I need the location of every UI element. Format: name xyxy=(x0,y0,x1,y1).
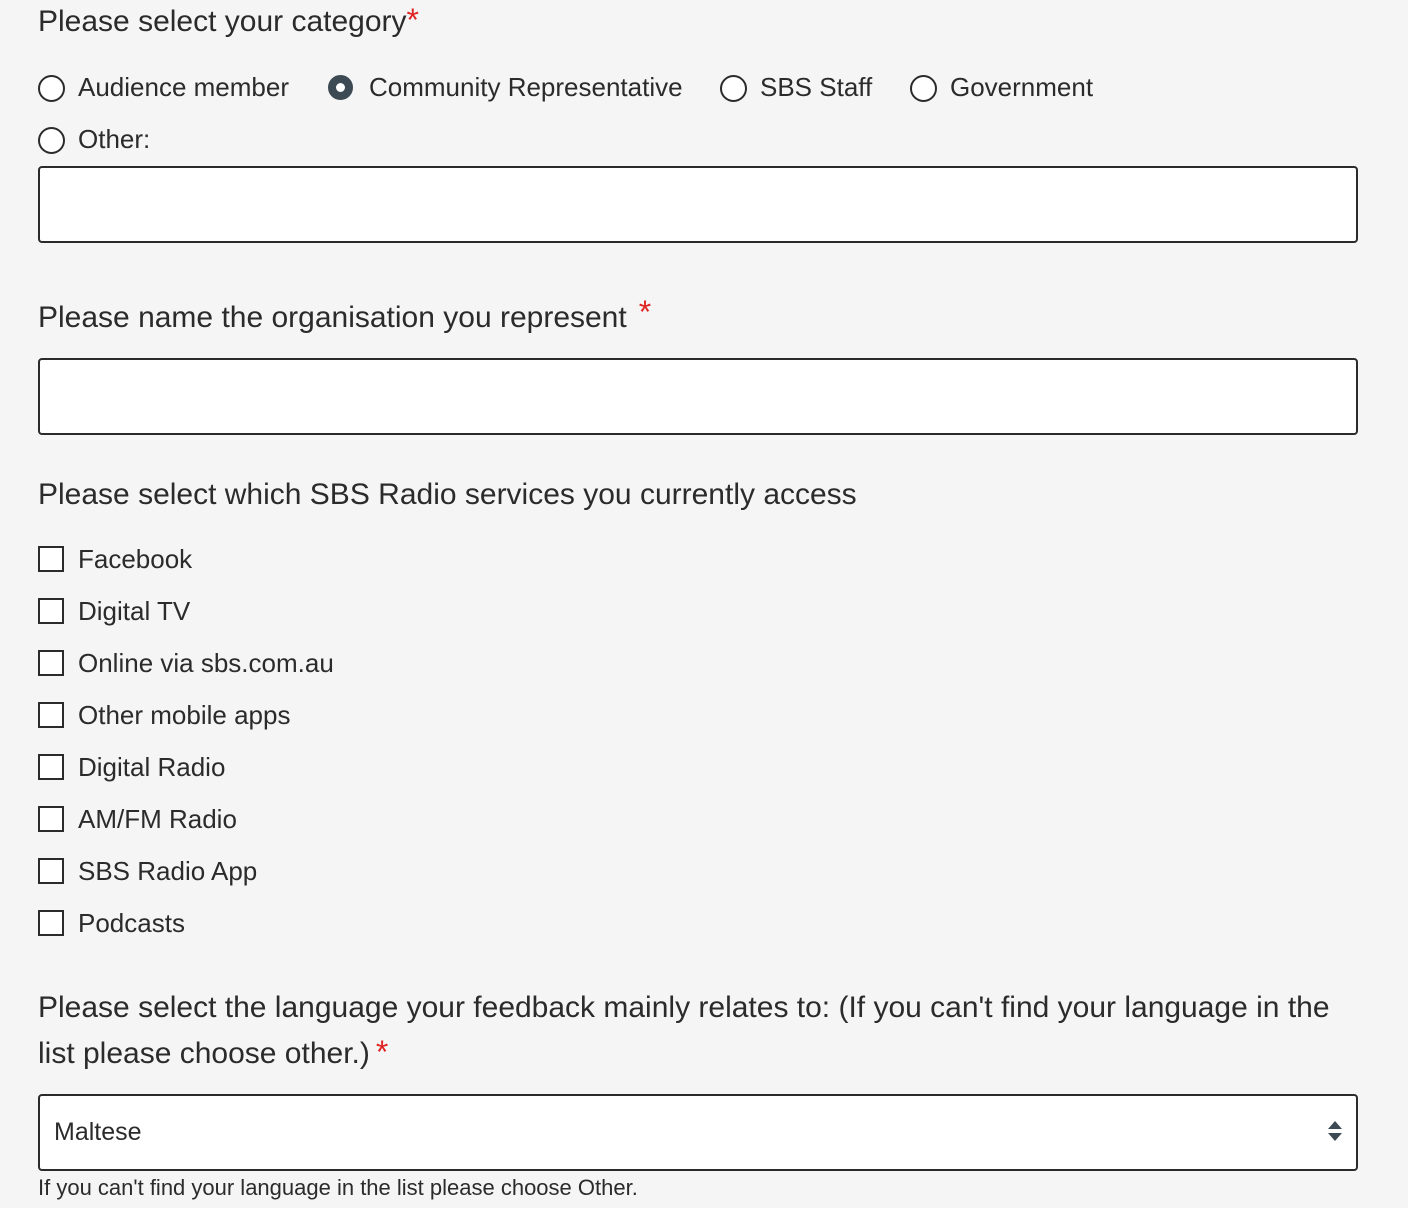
checkbox-digital-tv[interactable] xyxy=(38,598,64,624)
category-question xyxy=(38,2,419,40)
language-hint: If you can't find your language in the list please choose Other. xyxy=(38,1175,638,1200)
checkbox-label: AM/FM Radio xyxy=(78,804,237,834)
checkbox-online-via-sbs-com-au[interactable] xyxy=(38,650,64,676)
other-category-value xyxy=(40,190,54,218)
radio-audience-member[interactable] xyxy=(38,75,65,102)
language-select-value: Maltese xyxy=(54,1118,142,1146)
radio-other[interactable] xyxy=(38,127,65,154)
checkbox-label: Other mobile apps xyxy=(78,700,291,730)
checkbox-am-fm-radio[interactable] xyxy=(38,806,64,832)
organisation-input[interactable] xyxy=(38,358,1358,435)
checkbox-label: SBS Radio App xyxy=(78,856,258,886)
radio-label: Government xyxy=(950,72,1094,102)
checkbox-label: Online via sbs.com.au xyxy=(78,648,334,678)
radio-label: Community Representative xyxy=(369,72,683,102)
checkbox-podcasts[interactable] xyxy=(38,910,64,936)
checkbox-other-mobile-apps[interactable] xyxy=(38,702,64,728)
language-label: Please select the language your feedback mainly relates to: (If you can't find your language in the list please choose other.) xyxy=(38,991,1330,1070)
other-category-input[interactable] xyxy=(38,166,1358,243)
category-label: Please select your category xyxy=(38,5,407,38)
radio-sbs-staff[interactable] xyxy=(720,75,747,102)
required-asterisk: * xyxy=(375,1034,389,1070)
select-arrows-icon xyxy=(1328,1121,1342,1141)
checkbox-label: Digital Radio xyxy=(78,752,226,782)
language-select[interactable] xyxy=(38,1094,1358,1171)
checkbox-label: Podcasts xyxy=(78,908,185,938)
radio-government[interactable] xyxy=(910,75,937,102)
language-question xyxy=(38,986,1368,1076)
required-asterisk: * xyxy=(406,2,419,38)
radio-label: Audience member xyxy=(78,72,289,102)
radio-label: SBS Staff xyxy=(760,72,873,102)
required-asterisk: * xyxy=(638,294,652,330)
organisation-question xyxy=(38,294,652,336)
checkbox-facebook[interactable] xyxy=(38,546,64,572)
checkbox-label: Facebook xyxy=(78,544,193,574)
checkbox-sbs-radio-app[interactable] xyxy=(38,858,64,884)
checkbox-digital-radio[interactable] xyxy=(38,754,64,780)
checkbox-label: Digital TV xyxy=(78,596,191,626)
radio-community-representative[interactable] xyxy=(328,75,353,100)
organisation-label: Please name the organisation you represent xyxy=(38,301,627,334)
services-question: Please select which SBS Radio services you currently access xyxy=(38,478,857,511)
organisation-value xyxy=(40,382,54,410)
radio-label: Other: xyxy=(78,124,151,154)
